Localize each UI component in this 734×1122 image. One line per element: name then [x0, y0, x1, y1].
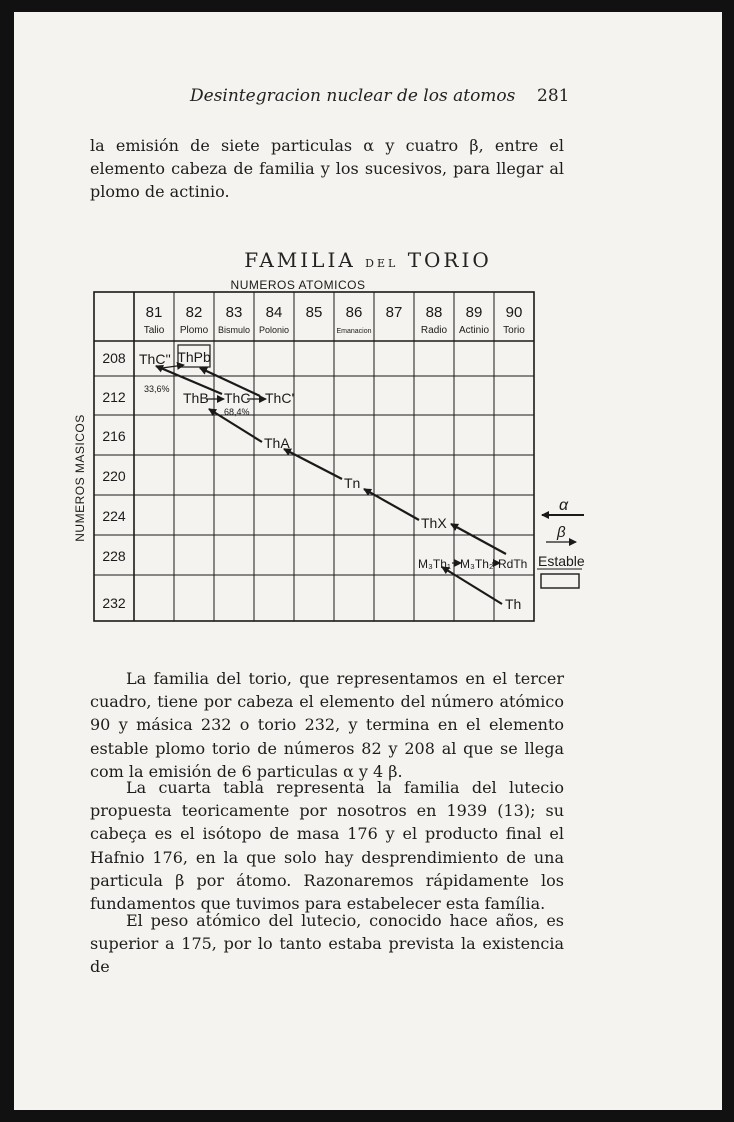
col-num-89: 89	[465, 304, 483, 321]
row-216: 216	[102, 428, 126, 444]
row-232: 232	[102, 595, 126, 611]
grid-col-lines	[174, 292, 494, 621]
alpha-arrow-thx-tn	[364, 489, 419, 520]
book-page	[14, 12, 722, 1110]
thpb-box	[178, 345, 210, 367]
element-thc: ThC	[224, 390, 251, 406]
col-name-88: Radio	[420, 325, 448, 336]
row-228: 228	[102, 548, 126, 564]
paragraph-2-text: La familia del torio, que representamos en el tercer cuadro, tiene por cabeza el elemento del número atómico 90 y másica 232 o torio 232, y termina en el elemento estable plomo torio de números 82 y 208 al que se llega com la emisión de 6 particulas α y 4 β.	[90, 669, 564, 781]
col-name-81: Talio	[143, 325, 165, 336]
element-rdth: RdTh	[498, 557, 528, 571]
element-thc1: ThC'	[265, 390, 295, 406]
paragraph-4	[90, 909, 564, 979]
grid-row-lines	[94, 376, 534, 575]
legend-beta-label: β	[557, 524, 566, 541]
alpha-arrow-tn-tha	[284, 449, 342, 479]
col-name-89: Actinio	[458, 325, 490, 336]
element-thb: ThB	[183, 390, 209, 406]
element-tn: Tn	[344, 475, 361, 491]
col-num-84: 84	[265, 304, 283, 321]
legend-alpha-label: α	[559, 497, 569, 514]
col-num-85: 85	[305, 304, 323, 321]
col-num-83: 83	[225, 304, 243, 321]
element-thc2: ThC''	[139, 351, 171, 367]
branch-percent-1: 33,6%	[144, 384, 170, 394]
paragraph-3-text: La cuarta tabla representa la familia del lutecio propuesta teoricamente por nosotros en 1939 (13); su cabeça es el isótopo de masa 176 y el producto final el Hafnio 176, en la que solo hay desprendimiento de una particula β por átomo. Razonaremos rápidamente los fundamentos que tuvimos para estabelecer esta família.	[90, 778, 564, 914]
col-num-81: 81	[145, 304, 163, 321]
legend-stable-label: Estable	[538, 553, 585, 569]
col-num-87: 87	[385, 304, 403, 321]
intro-paragraph: la emisión de siete particulas α y cuatro β, entre el elemento cabeza de familia y los sucesivos, para llegar al plomo de actinio.	[90, 136, 564, 202]
legend-stable-box	[541, 574, 579, 588]
side-axis-label: NUMEROS MASICOS	[73, 414, 87, 542]
legend	[537, 497, 585, 588]
col-name-84: Polonio	[258, 325, 290, 335]
page-number: 281	[537, 86, 570, 106]
grid-border	[94, 292, 534, 621]
figure-title-main-1: FAMILIA	[244, 248, 356, 272]
element-labels	[139, 345, 527, 612]
row-212: 212	[102, 389, 126, 405]
paragraph-3	[90, 776, 564, 915]
element-msth1: M₃Th₁	[418, 557, 451, 571]
col-num-90: 90	[505, 304, 523, 321]
grid	[94, 292, 534, 621]
element-tha: ThA	[264, 435, 290, 451]
figure-title-small: DEL	[365, 257, 399, 270]
decay-arrows	[156, 365, 506, 604]
alpha-arrow-rdth-thx	[451, 524, 506, 554]
beta-arrow-thc2-thpb	[162, 365, 184, 368]
alpha-arrow-thc-thc2	[156, 366, 222, 394]
row-220: 220	[102, 468, 126, 484]
row-224: 224	[102, 508, 126, 524]
column-headers	[144, 304, 526, 336]
figure-title	[14, 248, 722, 272]
page-header	[14, 84, 722, 108]
element-msth2: M₃Th₂	[460, 557, 494, 571]
col-name-83: Bismulo	[217, 325, 251, 335]
alpha-arrow-tha-thb	[209, 409, 262, 442]
col-num-86: 86	[345, 304, 363, 321]
element-th: Th	[505, 596, 522, 612]
top-axis-label: NUMEROS ATOMICOS	[230, 278, 366, 292]
element-thpb: ThPb	[177, 349, 211, 365]
alpha-arrow-thc1-thpb	[200, 368, 260, 396]
col-name-82: Plomo	[179, 325, 209, 336]
col-name-90: Torio	[503, 325, 525, 336]
col-num-88: 88	[425, 304, 443, 321]
row-208: 208	[102, 350, 126, 366]
element-thx: ThX	[421, 515, 447, 531]
col-name-86: Emanacion	[336, 328, 372, 335]
col-num-82: 82	[185, 304, 203, 321]
row-headers	[102, 350, 126, 611]
alpha-arrow-th-rdth	[442, 567, 502, 604]
figure-title-main-2: TORIO	[407, 248, 492, 272]
paragraph-2	[90, 667, 564, 783]
paragraph-4-text: El peso atómico del lutecio, conocido hace años, es superior a 175, por lo tanto estaba prevista la existencia de	[90, 911, 564, 977]
branch-percent-2: 68,4%	[224, 407, 250, 417]
running-title: Desintegracion nuclear de los atomos	[190, 86, 516, 106]
